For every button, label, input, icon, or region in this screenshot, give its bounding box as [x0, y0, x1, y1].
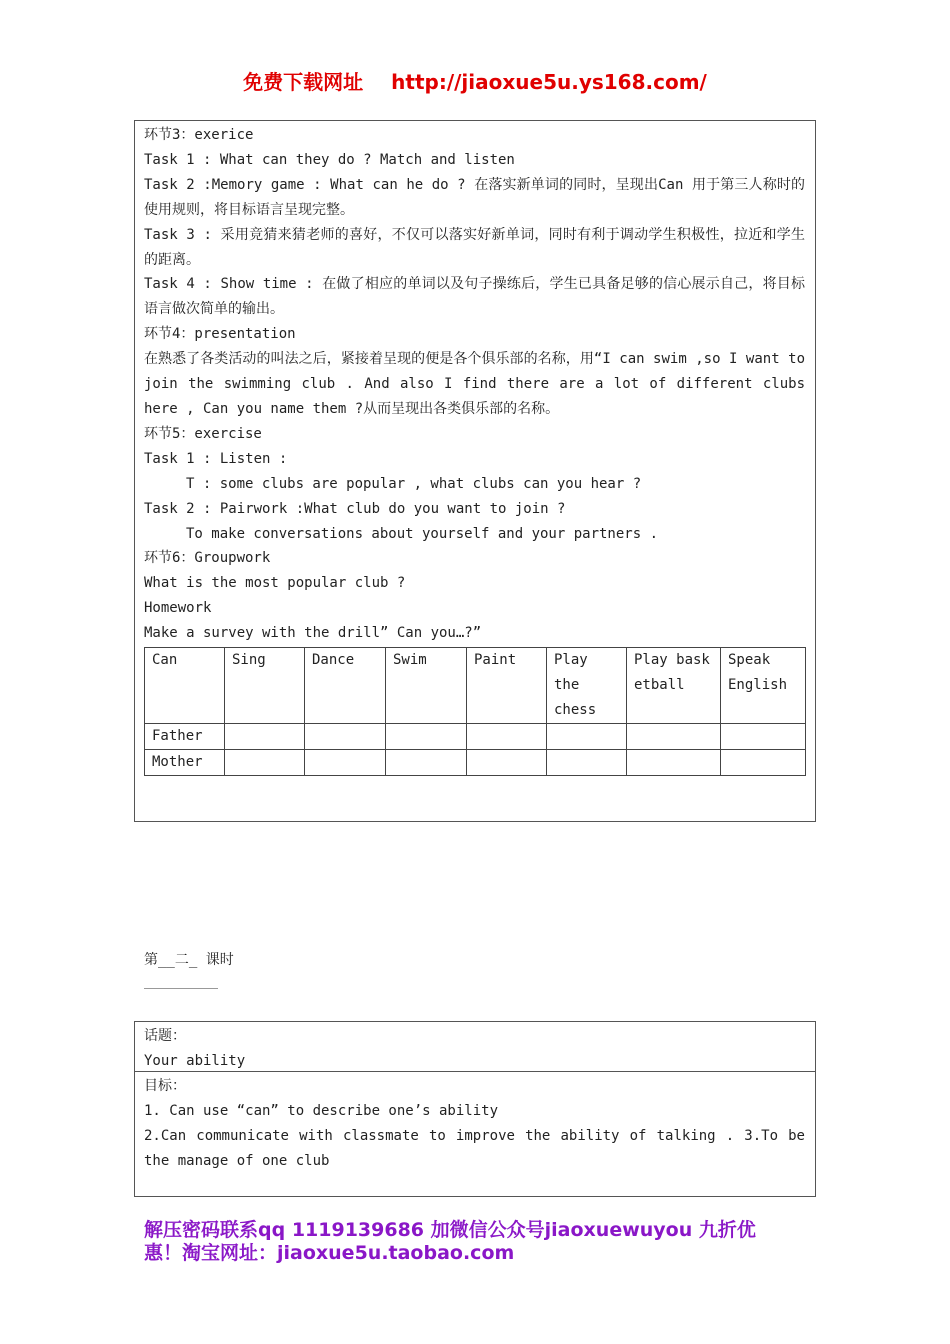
survey-cell	[627, 749, 721, 775]
step6-title: 环节6：Groupwork	[144, 550, 271, 567]
survey-header-cell: Dance	[305, 648, 386, 724]
survey-header-cell: Sing	[225, 648, 305, 724]
goals-section	[135, 1072, 815, 1174]
survey-header-cell: Play the chess	[547, 648, 627, 724]
survey-header-cell: Play basketball	[627, 648, 721, 724]
survey-cell	[721, 749, 806, 775]
step5-task1: Task 1 : Listen :	[144, 450, 288, 467]
survey-cell	[305, 723, 386, 749]
survey-cell	[225, 749, 305, 775]
survey-cell	[386, 749, 467, 775]
survey-cell	[467, 749, 547, 775]
lesson-underline	[144, 988, 218, 989]
topic-value: Your ability	[144, 1052, 246, 1069]
topic-goals-box	[134, 1021, 816, 1197]
lesson-number: 第__二_ 课时	[144, 952, 234, 968]
step3-title: 环节3：exerice	[144, 127, 254, 143]
step3-task4: Task 4 : Show time : 在做了相应的单词以及句子操练后，学生已具备足够的信心展示自己，将目标语言做次简单的输出。	[144, 276, 805, 318]
header-url-link[interactable]: http://jiaoxue5u.ys168.com/	[391, 70, 707, 94]
topic-label: 话题：	[144, 1028, 186, 1044]
homework-title: Homework	[144, 600, 212, 617]
survey-cell	[225, 723, 305, 749]
survey-cell	[547, 723, 627, 749]
goals-label: 目标：	[144, 1078, 186, 1094]
survey-cell	[547, 749, 627, 775]
step5-task2-detail: To make conversations about yourself and your partners .	[186, 525, 659, 542]
step4-text: 在熟悉了各类活动的叫法之后，紧接着呈现的便是各个俱乐部的名称，用“I can swim ,so I want to join the swimming club . And also I find there are a lot of different clubs here , Can you name them ?从而呈现出各类俱乐部的名称。	[144, 351, 805, 417]
survey-row	[145, 723, 806, 749]
step3-task3: Task 3 : 采用竞猜来猜老师的喜好，不仅可以落实好新单词，同时有利于调动学生积极性，拉近和学生的距离。	[144, 226, 805, 268]
step4-title: 环节4：presentation	[144, 326, 296, 343]
survey-header-cell: Can	[145, 648, 225, 724]
step3-task2: Task 2 :Memory game : What can he do ? 在落实新单词的同时，呈现出Can 用于第三人称时的使用规则，将目标语言呈现完整。	[144, 176, 805, 218]
survey-cell	[386, 723, 467, 749]
header-site-label: 免费下载网址	[243, 70, 364, 94]
homework-text: Make a survey with the drill” Can you…?”	[144, 625, 482, 642]
survey-row-label: Father	[145, 723, 225, 749]
page-header	[0, 66, 950, 95]
survey-cell	[627, 723, 721, 749]
step5-task1-detail: T : some clubs are popular , what clubs can you hear ?	[186, 475, 642, 492]
survey-row-label: Mother	[145, 749, 225, 775]
goal-item: 1. Can use “can” to describe one’s ability	[144, 1102, 499, 1119]
step5-task2: Task 2 : Pairwork :What club do you want to join ?	[144, 500, 566, 517]
survey-cell	[305, 749, 386, 775]
step6-question: What is the most popular club ?	[144, 575, 406, 592]
survey-cell	[467, 723, 547, 749]
survey-row	[145, 749, 806, 775]
footer-promo: 解压密码联系qq 1119139686 加微信公众号jiaoxuewuyou 九折优惠！淘宝网址：jiaoxue5u.taobao.com	[144, 1219, 756, 1264]
topic-section	[135, 1022, 815, 1072]
survey-header-row	[145, 648, 806, 724]
survey-cell	[721, 723, 806, 749]
survey-header-cell: Swim	[386, 648, 467, 724]
lesson-plan-box	[134, 120, 816, 822]
survey-header-cell: Paint	[467, 648, 547, 724]
goal-item: 2.Can communicate with classmate to improve the ability of talking . 3.To be the manage of one club	[144, 1127, 805, 1169]
step5-title: 环节5：exercise	[144, 425, 262, 442]
survey-header-cell: Speak English	[721, 648, 806, 724]
survey-table	[144, 647, 806, 776]
step3-task1: Task 1 : What can they do ? Match and listen	[144, 151, 515, 168]
